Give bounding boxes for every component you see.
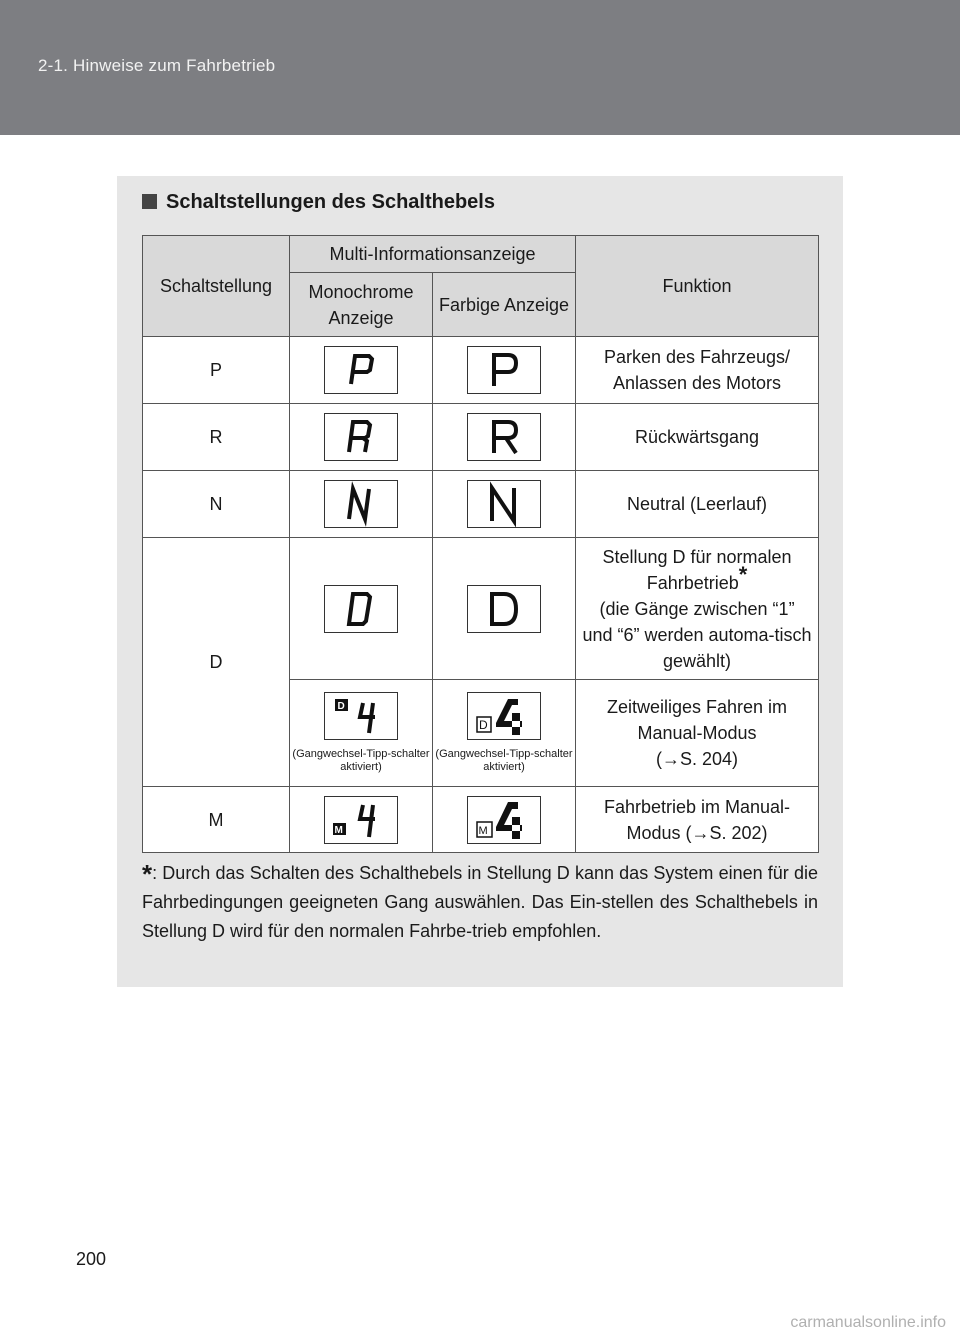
cell-function: [576, 680, 819, 787]
section-title-text: Schaltstellungen des Schalthebels: [166, 191, 495, 213]
color-display-p-icon: [467, 346, 541, 394]
svg-text:D: D: [479, 718, 488, 732]
footnote-marker: *: [738, 561, 748, 587]
cell-function: Neutral (Leerlauf): [576, 471, 819, 538]
function-text: Zeitweiliges Fahren im Manual-Modus: [606, 697, 788, 743]
cell-mono-display: [290, 337, 433, 404]
header-mono: Monochrome Anzeige: [290, 273, 433, 337]
footnote-asterisk: *: [142, 859, 153, 889]
cell-color-display: [433, 471, 576, 538]
header-multi-info: Multi-Informationsanzeige: [290, 236, 576, 273]
cell-color-display: [433, 337, 576, 404]
mono-display-p-icon: [324, 346, 398, 394]
cell-position: R: [143, 404, 290, 471]
mono-display-d-icon: [324, 585, 398, 633]
cell-mono-display: [290, 471, 433, 538]
page-header: [0, 0, 960, 135]
cell-position: D: [143, 538, 290, 787]
header-position: Schaltstellung: [143, 236, 290, 337]
cell-mono-display: [290, 538, 433, 680]
cell-color-display: [433, 787, 576, 853]
cell-function: [576, 787, 819, 853]
cell-position: N: [143, 471, 290, 538]
cell-color-display: [433, 680, 576, 787]
cell-position: P: [143, 337, 290, 404]
cell-function: Parken des Fahrzeugs/ Anlassen des Motors: [576, 337, 819, 404]
cell-mono-display: [290, 787, 433, 853]
chapter-title: 2-1. Hinweise zum Fahrbetrieb: [38, 56, 276, 75]
cell-position: M: [143, 787, 290, 853]
svg-text:M: M: [334, 824, 343, 836]
color-display-m4-icon: [467, 796, 541, 844]
color-display-d-icon: [467, 585, 541, 633]
header-color: Farbige Anzeige: [433, 273, 576, 337]
cell-function: [576, 538, 819, 680]
cell-mono-display: [290, 680, 433, 787]
page-reference-link[interactable]: (→S. 204): [656, 749, 739, 769]
tipp-schalter-note: (Gangwechsel-Tipp-schalter aktiviert): [292, 748, 430, 773]
mono-display-d4-icon: [324, 692, 398, 740]
page-number: 200: [76, 1249, 107, 1269]
cell-mono-display: [290, 404, 433, 471]
tipp-schalter-note: (Gangwechsel-Tipp-schalter aktiviert): [435, 748, 573, 773]
cell-color-display: [433, 538, 576, 680]
page-reference-link[interactable]: Modus (→S. 202): [626, 822, 768, 843]
header-function: Funktion: [576, 236, 819, 337]
section-title: [142, 191, 495, 214]
function-text: Stellung D für normalen Fahrbetrieb: [602, 546, 792, 593]
gear-position-table: [142, 235, 819, 853]
footnote: [142, 856, 818, 946]
footnote-text: : Durch das Schalten des Schalthebels in Stellung D kann das System einen für die Fahrbedingungen geeigneten Gang auswählen. Das Ein-stellen des Schalthebels in Stellung D wird für den normalen Fahrbe-trieb empfohlen.: [142, 863, 818, 941]
function-text-detail: (die Gänge zwischen “1” und “6” werden automa-tisch gewählt): [582, 598, 812, 671]
color-display-n-icon: [467, 480, 541, 528]
color-display-r-icon: [467, 413, 541, 461]
mono-display-m4-icon: [324, 796, 398, 844]
cell-function: Rückwärtsgang: [576, 404, 819, 471]
color-display-d4-icon: [467, 692, 541, 740]
svg-text:D: D: [337, 701, 345, 712]
mono-display-n-icon: [324, 480, 398, 528]
cell-color-display: [433, 404, 576, 471]
function-text: Fahrbetrieb im Manual-: [603, 796, 791, 817]
square-bullet-icon: [142, 194, 157, 209]
svg-text:M: M: [478, 824, 488, 837]
mono-display-r-icon: [324, 413, 398, 461]
watermark: carmanualsonline.info: [790, 1314, 946, 1331]
